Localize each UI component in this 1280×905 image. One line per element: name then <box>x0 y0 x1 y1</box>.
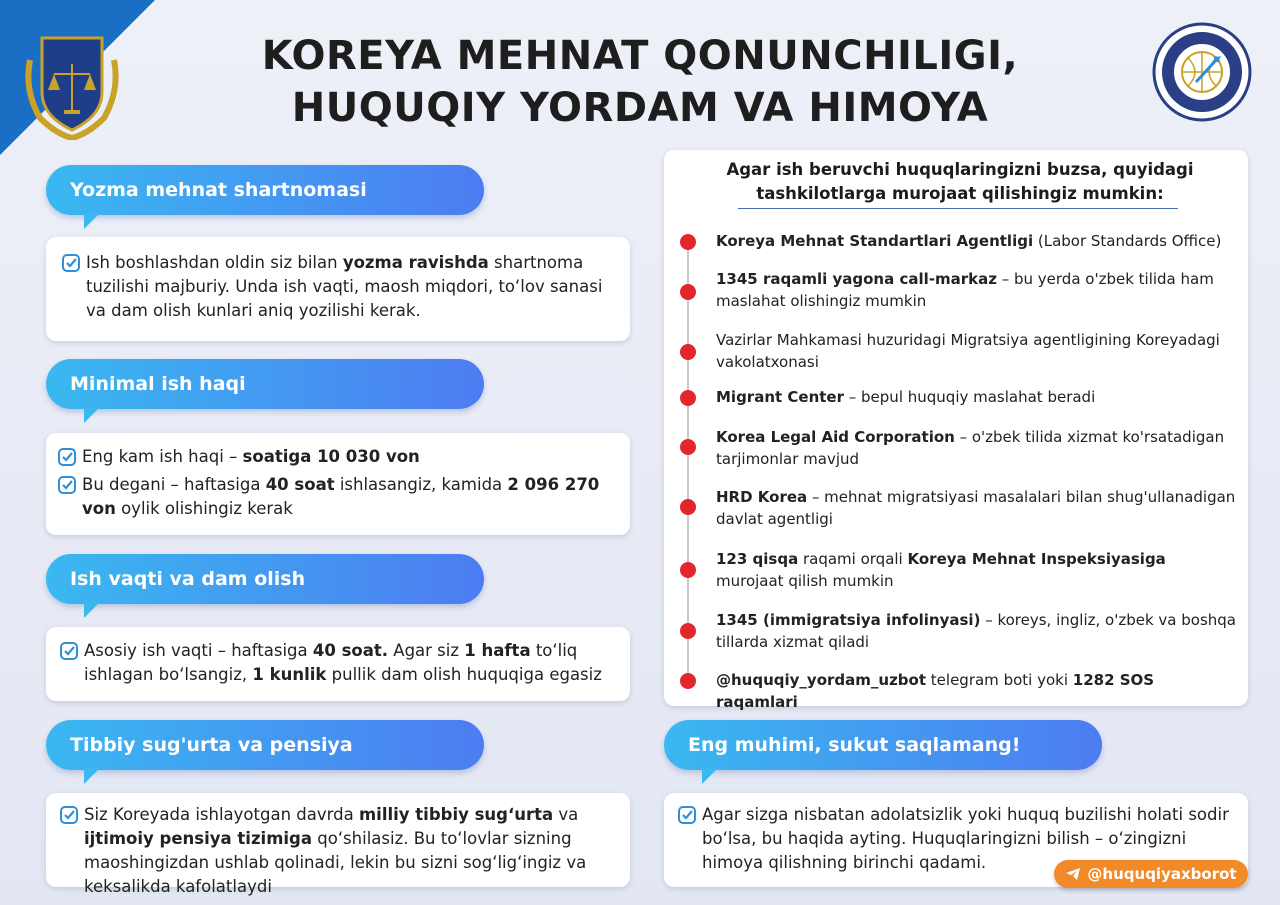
work-time-heading-label: Ish vaqti va dam olish <box>70 568 306 590</box>
contract-heading-label: Yozma mehnat shartnomasi <box>70 179 367 201</box>
org-7-bold: 123 qisqa <box>716 550 799 568</box>
insurance-text <box>60 803 616 899</box>
migration-agency-emblem <box>1152 22 1252 122</box>
telegram-badge[interactable] <box>1054 860 1248 888</box>
org-4-rest: – bepul huquqiy maslahat beradi <box>844 388 1096 406</box>
telegram-icon <box>1065 867 1081 881</box>
timeline-dot <box>680 673 696 689</box>
min-wage-item-1 <box>58 445 618 469</box>
timeline-dot <box>680 234 696 250</box>
org-5-bold: Korea Legal Aid Corporation <box>716 428 955 446</box>
work-time-rest: pullik dam olish huquqiga egasiz <box>326 665 602 684</box>
timeline-dot <box>680 562 696 578</box>
min-wage-item-1-bold: soatiga 10 030 von <box>242 447 420 466</box>
insurance-pre: Siz Koreyada ishlayotgan davrda <box>84 805 359 824</box>
silence-heading-label: Eng muhimi, sukut saqlamang! <box>688 734 1021 756</box>
insurance-card <box>46 793 630 896</box>
org-7-mid: raqami orqali <box>798 550 908 568</box>
timeline-dot <box>680 623 696 639</box>
timeline-dot <box>680 439 696 455</box>
org-2-rest: – bu yerda o'zbek tilida ham maslahat olishingiz mumkin <box>716 270 1214 310</box>
org-7-bold-2: Koreya Mehnat Inspeksiyasiga <box>907 550 1166 568</box>
check-icon <box>62 254 80 272</box>
org-item-1-text <box>716 230 1236 252</box>
work-time-text <box>60 639 616 687</box>
insurance-mid: va <box>553 805 579 824</box>
min-wage-item-2-mid: ishlasangiz, kamida <box>334 475 508 494</box>
work-time-mid-2: toʻliq ishlagan boʻlsangiz, <box>84 641 578 684</box>
org-6-rest: – mehnat migratsiyasi masalalari bilan shug'ullanadigan davlat agentligi <box>716 488 1236 528</box>
min-wage-item-2 <box>58 473 618 521</box>
contract-card <box>46 237 630 341</box>
min-wage-item-2-bold-1: 40 soat <box>265 475 335 494</box>
title-line-1: KOREYA MEHNAT QONUNCHILIGI, <box>261 33 1019 79</box>
org-item-8-text <box>716 609 1236 653</box>
check-icon <box>678 806 696 824</box>
org-item-5-text <box>716 426 1236 470</box>
insurance-heading <box>46 720 484 770</box>
work-time-card <box>46 627 630 701</box>
insurance-bold-2: ijtimoiy pensiya tizimiga <box>84 829 312 848</box>
org-3-rest: Vazirlar Mahkamasi huzuridagi Migratsiya agentligining Koreyadagi vakolatxonasi <box>716 331 1220 371</box>
min-wage-heading <box>46 359 484 409</box>
org-item-9-text <box>716 669 1236 713</box>
timeline-dot <box>680 344 696 360</box>
timeline-dot <box>680 284 696 300</box>
insurance-bold-1: milliy tibbiy sugʻurta <box>358 805 554 824</box>
organizations-title: Agar ish beruvchi huquqlaringizni buzsa, quyidagi tashkilotlarga murojaat qilishingiz mumkin: <box>726 160 1194 203</box>
contract-text-pre: Ish boshlashdan oldin siz bilan <box>86 253 343 272</box>
check-icon <box>58 448 76 466</box>
org-7-rest: murojaat qilish mumkin <box>716 572 894 590</box>
org-5-rest: – o'zbek tilida xizmat ko'rsatadigan tarjimonlar mavjud <box>716 428 1225 468</box>
insurance-heading-label: Tibbiy sug'urta va pensiya <box>70 734 353 756</box>
work-time-heading <box>46 554 484 604</box>
org-item-4-text <box>716 386 1236 408</box>
check-icon <box>60 806 78 824</box>
timeline-dot <box>680 499 696 515</box>
org-item-6-text <box>716 486 1236 530</box>
org-8-bold: 1345 (immigratsiya infolinyasi) <box>716 611 981 629</box>
contract-text <box>62 251 614 323</box>
org-6-bold: HRD Korea <box>716 488 808 506</box>
timeline-line <box>687 240 689 680</box>
check-icon <box>58 476 76 494</box>
org-item-7-text <box>716 548 1236 592</box>
work-time-bold-1: 40 soat. <box>312 641 389 660</box>
page-title <box>180 30 1100 134</box>
silence-heading <box>664 720 1102 770</box>
org-9-bold-2: 1282 SOS raqamlari <box>716 671 1155 711</box>
justice-ministry-emblem <box>22 30 122 140</box>
min-wage-item-2-bold-2: 2 096 270 von <box>82 475 600 518</box>
contract-text-bold: yozma ravishda <box>342 253 489 272</box>
insurance-rest: qoʻshilasiz. Bu toʻlovlar sizning maoshingizdan ushlab qolinadi, lekin bu sizni sogʻligʻingiz va keksalikda kafolatlaydi <box>84 829 587 896</box>
title-underline <box>738 208 1178 209</box>
org-4-bold: Migrant Center <box>716 388 844 406</box>
telegram-handle: @huquqiyaxborot <box>1087 865 1237 883</box>
min-wage-card <box>46 433 630 535</box>
check-icon <box>60 642 78 660</box>
org-item-3-text <box>716 329 1236 373</box>
timeline-dot <box>680 390 696 406</box>
org-item-2-text <box>716 268 1236 312</box>
min-wage-heading-label: Minimal ish haqi <box>70 373 246 395</box>
org-9-mid: telegram boti yoki <box>926 671 1073 689</box>
min-wage-item-1-pre: Eng kam ish haqi – <box>82 447 243 466</box>
min-wage-item-2-pre: Bu degani – haftasiga <box>82 475 266 494</box>
contract-heading <box>46 165 484 215</box>
work-time-mid-1: Agar siz <box>388 641 465 660</box>
work-time-pre: Asosiy ish vaqti – haftasiga <box>84 641 313 660</box>
silence-text-body: Agar sizga nisbatan adolatsizlik yoki huquq buzilishi holati sodir boʻlsa, bu haqida ayting. Huquqlaringizni bilish – oʻzingizni himoya qilishning birinchi qadami. <box>702 805 1229 872</box>
org-1-bold: Koreya Mehnat Standartlari Agentligi <box>716 232 1034 250</box>
org-2-bold: 1345 raqamli yagona call-markaz <box>716 270 997 288</box>
org-9-bold: @huquqiy_yordam_uzbot <box>716 671 927 689</box>
org-8-rest: – koreys, ingliz, o'zbek va boshqa tillarda xizmat qiladi <box>716 611 1236 651</box>
contract-text-rest: shartnoma tuzilishi majburiy. Unda ish vaqti, maosh miqdori, toʻlov sanasi va dam olish kunlari aniq yozilishi kerak. <box>86 253 603 320</box>
org-1-rest: (Labor Standards Office) <box>1033 232 1222 250</box>
work-time-bold-2: 1 hafta <box>464 641 531 660</box>
title-line-2: HUQUQIY YORDAM VA HIMOYA <box>291 85 989 131</box>
min-wage-item-2-rest: oylik olishingiz kerak <box>115 499 293 518</box>
work-time-bold-3: 1 kunlik <box>252 665 327 684</box>
